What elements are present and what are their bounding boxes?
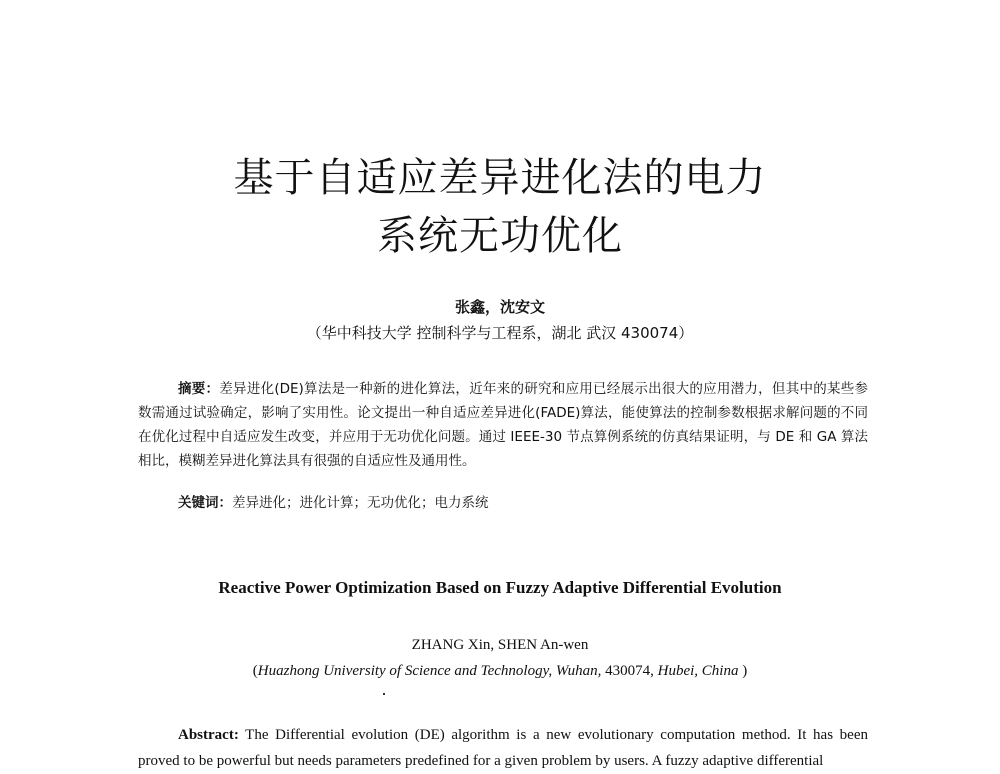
english-affiliation [0, 663, 1000, 680]
chinese-abstract [138, 377, 868, 473]
affiliation-open-paren: ( [252, 663, 258, 679]
chinese-affiliation: （华中科技大学 控制科学与工程系，湖北 武汉 430074） [306, 324, 694, 342]
affiliation-location: Hubei, China [657, 663, 739, 679]
english-title: Reactive Power Optimization Based on Fuzzy Adaptive Differential Evolution [218, 578, 782, 597]
chinese-keywords-text: 差异进化；进化计算；无功优化；电力系统 [232, 495, 489, 511]
chinese-authors: 张鑫，沈安文 [454, 298, 545, 316]
chinese-title-line-1: 基于自适应差异进化法的电力 [233, 155, 767, 201]
chinese-keywords [178, 491, 878, 511]
chinese-keywords-label: 关键词： [178, 495, 232, 511]
affiliation-postcode: 430074, [601, 663, 658, 679]
affiliation-institution: Huazhong University of Science and Technology, Wuhan, [257, 663, 602, 679]
english-abstract-label: Abstract: [178, 727, 239, 743]
scan-speck [383, 693, 385, 695]
chinese-abstract-text: 差异进化(DE)算法是一种新的进化算法，近年来的研究和应用已经展示出很大的应用潜力，但其中的某些参数需通过试验确定，影响了实用性。论文提出一种自适应差异进化(FADE)算法，能使算法的控制参数根据求解问题的不同在优化过程中自适应发生改变，并应用于无功优化问题。通过 IEEE-30 节点算例系统的仿真结果证明，与 DE 和 GA 算法相比，模糊差异进化算法具有很强的自适应性及通用性。 [138, 381, 869, 469]
english-abstract-text: The Differential evolution (DE) algorithm is a new evolutionary computation method. It has been proved to be powerful but needs parameters predefined for a given problem by users. A fuzzy adaptive differential [138, 727, 868, 769]
affiliation-close-paren: ) [738, 663, 748, 679]
english-authors: ZHANG Xin, SHEN An-wen [411, 637, 589, 653]
chinese-title-line-2: 系统无功优化 [377, 213, 623, 259]
english-abstract [138, 722, 868, 774]
chinese-abstract-label: 摘要： [178, 381, 220, 397]
